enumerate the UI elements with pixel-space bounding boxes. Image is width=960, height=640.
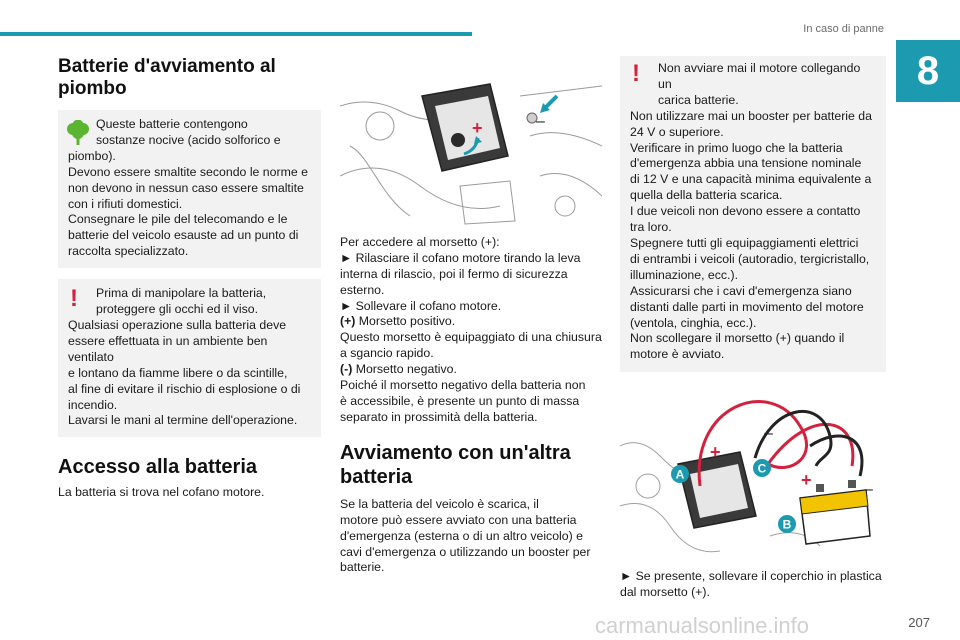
tree-icon: [66, 120, 90, 151]
env-line: batterie del veicolo esauste ad un punto di: [68, 228, 299, 243]
jump-start-intro: [340, 497, 604, 577]
text-line: a sgancio rapido.: [340, 346, 434, 361]
text-line: ► Se presente, sollevare il coperchio in plastica: [620, 569, 882, 584]
callout-a-label: A: [675, 467, 685, 482]
callout-c-label: C: [757, 461, 767, 476]
warn-line: proteggere gli occhi ed il viso.: [96, 302, 258, 317]
warn-line: quella della batteria scarica.: [630, 188, 783, 203]
env-line: Queste batterie contengono: [96, 117, 248, 131]
env-line: raccolta specializzato.: [68, 244, 189, 259]
warn-line: 24 V o superiore.: [630, 124, 724, 139]
warn-line: Verificare in primo luogo che la batteria: [630, 140, 843, 155]
text-line: Poiché il morsetto negativo della batteria non: [340, 378, 586, 393]
warning-exclamation-icon: !: [632, 60, 640, 87]
text-line: ► Sollevare il cofano motore.: [340, 298, 502, 313]
cover-instruction: [620, 569, 886, 601]
battery-location-text: La batteria si trova nel cofano motore.: [58, 485, 265, 500]
section-heading-jump-start: Avviamento con un'altra batteria: [340, 441, 571, 488]
figure-minus-label: –: [536, 113, 545, 130]
warn-line: Spegnere tutti gli equipaggiamenti elettrici: [630, 235, 859, 250]
jump-start-illustration: [620, 386, 886, 561]
text-line: batterie.: [340, 560, 385, 575]
column-1: [58, 56, 321, 501]
warn-line: incendio.: [68, 397, 118, 412]
warn-line: Qualsiasi operazione sulla batteria deve: [68, 317, 287, 332]
figure-minus-label: –: [864, 481, 873, 499]
warn-line: Non scollegare il morsetto (+) quando il: [630, 331, 845, 346]
warn-line: motore è avviato.: [630, 347, 725, 362]
figure-plus-label: +: [472, 118, 483, 138]
text-line: Questo morsetto è equipaggiato di una chiusura: [340, 330, 602, 345]
warn-line: carica batterie.: [658, 92, 739, 107]
section-heading-battery-access: Accesso alla batteria: [58, 456, 257, 479]
text-line: (-) Morsetto negativo.: [340, 362, 457, 377]
page-section-title: In caso di panne: [803, 23, 884, 35]
warn-line: Non avviare mai il motore collegando un: [658, 61, 861, 91]
text-line: dal morsetto (+).: [620, 585, 710, 600]
watermark: carmanualsonline.info: [595, 613, 810, 638]
text-line: d'emergenza (esterna o di un altro veicolo) e: [340, 528, 583, 543]
warn-line: di entrambi i veicoli (autoradio, tergicristallo,: [630, 251, 870, 266]
text-line: è accessibile, è presente un punto di massa: [340, 393, 580, 408]
env-line: con i rifiuti domestici.: [68, 196, 183, 211]
warning-exclamation-icon: !: [70, 285, 78, 313]
env-line: non devono in nessun caso essere smaltite: [68, 180, 304, 195]
warn-line: Prima di manipolare la batteria,: [96, 286, 267, 301]
text-line: Se la batteria del veicolo è scarica, il: [340, 496, 539, 511]
chapter-tab: 8: [896, 40, 960, 102]
text-line: (+) Morsetto positivo.: [340, 314, 456, 329]
text-line: esterno.: [340, 282, 385, 297]
text-line: Per accedere al morsetto (+):: [340, 234, 500, 249]
page-number: 207: [908, 615, 930, 630]
text-line: motore può essere avviato con una batteria: [340, 512, 577, 527]
header-accent-bar: [0, 32, 472, 36]
column-3: [620, 56, 886, 601]
warn-line: I due veicoli non devono essere a contatto: [630, 204, 861, 219]
warning-note-box: [58, 279, 321, 437]
jump-start-warning-box: [620, 56, 886, 372]
hood-instructions: [340, 235, 604, 426]
env-line: Consegnare le pile del telecomando e le: [68, 212, 288, 227]
figure-plus-label: +: [801, 470, 812, 491]
warn-line: tra loro.: [630, 220, 672, 235]
warn-line: essere effettuata in un ambiente ben ventilato: [68, 333, 268, 364]
warn-line: d'emergenza abbia una tensione nominale: [630, 156, 862, 171]
battery-engine-illustration: [340, 56, 604, 231]
figure-plus-label: +: [710, 442, 721, 463]
environment-note-box: [58, 110, 321, 268]
env-line: Devono essere smaltite secondo le norme e: [68, 164, 308, 179]
text-line: separato in prossimità della batteria.: [340, 409, 538, 424]
section-heading-lead-batteries: Batterie d'avviamento al piombo: [58, 56, 276, 99]
figure-minus-label: –: [764, 425, 773, 443]
warn-line: illuminazione, ecc.).: [630, 267, 738, 282]
warn-line: (ventola, cinghia, ecc.).: [630, 315, 757, 330]
column-2: [340, 56, 604, 576]
env-line: sostanze nocive (acido solforico e: [96, 132, 281, 147]
text-line: ► Rilasciare il cofano motore tirando la leva: [340, 250, 581, 265]
warn-line: e lontano da fiamme libere o da scintille,: [68, 365, 288, 380]
callout-b-label: B: [782, 517, 792, 532]
warn-line: Lavarsi le mani al termine dell'operazione.: [68, 413, 298, 428]
warn-line: distanti dalle parti in movimento del motore: [630, 299, 864, 314]
text-line: cavi d'emergenza o utilizzando un booster per: [340, 544, 591, 559]
text-line: interna di rilascio, poi il fermo di sicurezza: [340, 266, 568, 281]
warn-line: al fine di evitare il rischio di esplosione o di: [68, 381, 301, 396]
env-line: piombo).: [68, 148, 116, 163]
warn-line: di 12 V e una capacità minima equivalente a: [630, 172, 872, 187]
warn-line: Non utilizzare mai un booster per batterie da: [630, 108, 872, 123]
warn-line: Assicurarsi che i cavi d'emergenza siano: [630, 283, 852, 298]
